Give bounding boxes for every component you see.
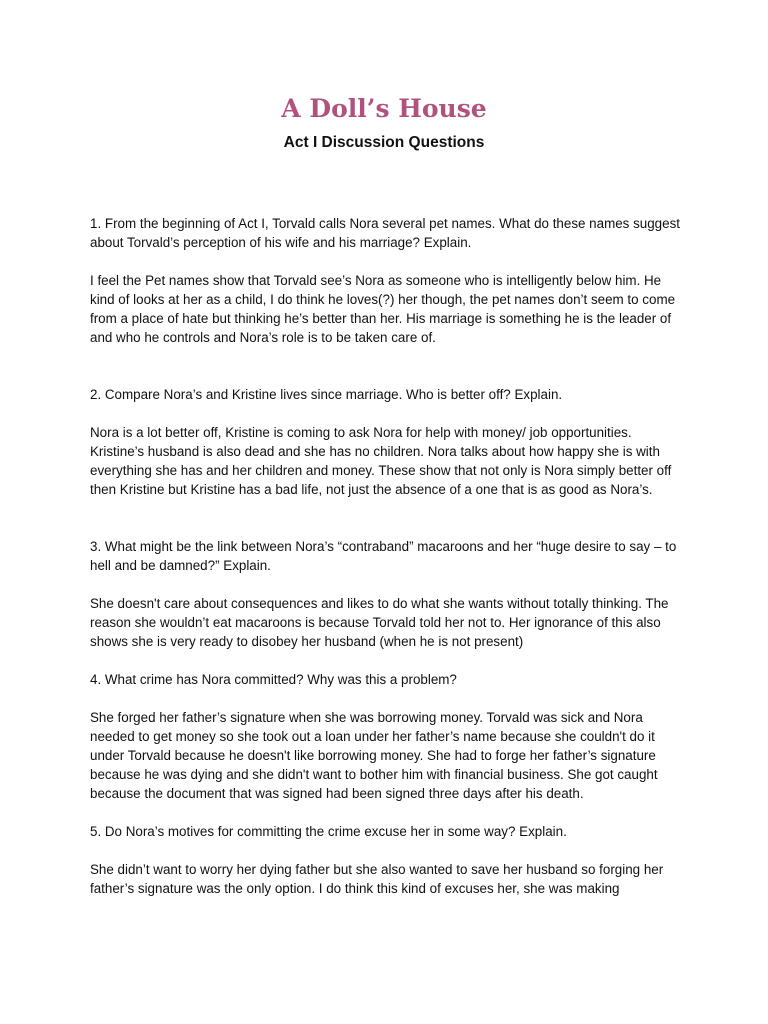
answer-4: She forged her father’s signature when she was borrowing money. Torvald was sick and Nora needed to get money so she took out a loan under her father’s name because she couldn't do it under Torvald because he doesn't like borrowing money. She had to forge her father’s signature because he was dying and she didn't want to bother him with financial business. She got caught because the document that was signed had been signed three days after his death. <box>90 710 658 801</box>
question-4: 4. What crime has Nora committed? Why was this a problem? <box>90 672 457 687</box>
document-body <box>90 214 688 898</box>
answer-5: She didn’t want to worry her dying father but she also wanted to save her husband so forging her father’s signature was the only option. I do think this kind of excuses her, she was making <box>90 862 664 896</box>
answer-3: She doesn't care about consequences and likes to do what she wants without totally thinking. The reason she wouldn’t eat macaroons is because Torvald told her not to. Her ignorance of this also shows she is very ready to disobey her husband (when he is not present) <box>90 596 669 649</box>
question-3: 3. What might be the link between Nora’s “contraband” macaroons and her “huge desire to say – to hell and be damned?” Explain. <box>90 539 677 573</box>
answer-2: Nora is a lot better off, Kristine is coming to ask Nora for help with money/ job opportunities. Kristine’s husband is also dead and she has no children. Nora talks about how happy she is with everything she has and her children and money. These show that not only is Nora simply better off then Kristine but Kristine has a bad life, not just the absence of a one that is as good as Nora’s. <box>90 425 672 497</box>
question-1: 1. From the beginning of Act I, Torvald calls Nora several pet names. What do these names suggest about Torvald’s perception of his wife and his marriage? Explain. <box>90 216 680 250</box>
question-2: 2. Compare Nora’s and Kristine lives since marriage. Who is better off? Explain. <box>90 387 563 402</box>
question-5: 5. Do Nora’s motives for committing the crime excuse her in some way? Explain. <box>90 824 567 839</box>
document-title: A Doll’s House <box>281 94 487 123</box>
answer-1: I feel the Pet names show that Torvald see’s Nora as someone who is intelligently below him. He kind of looks at her as a child, I do think he loves(?) her though, the pet names don’t seem to come from a place of hate but thinking he’s better than her. His marriage is something he is the leader of and who he controls and Nora’s role is to be taken care of. <box>90 273 676 345</box>
document-subtitle: Act I Discussion Questions <box>283 134 485 151</box>
